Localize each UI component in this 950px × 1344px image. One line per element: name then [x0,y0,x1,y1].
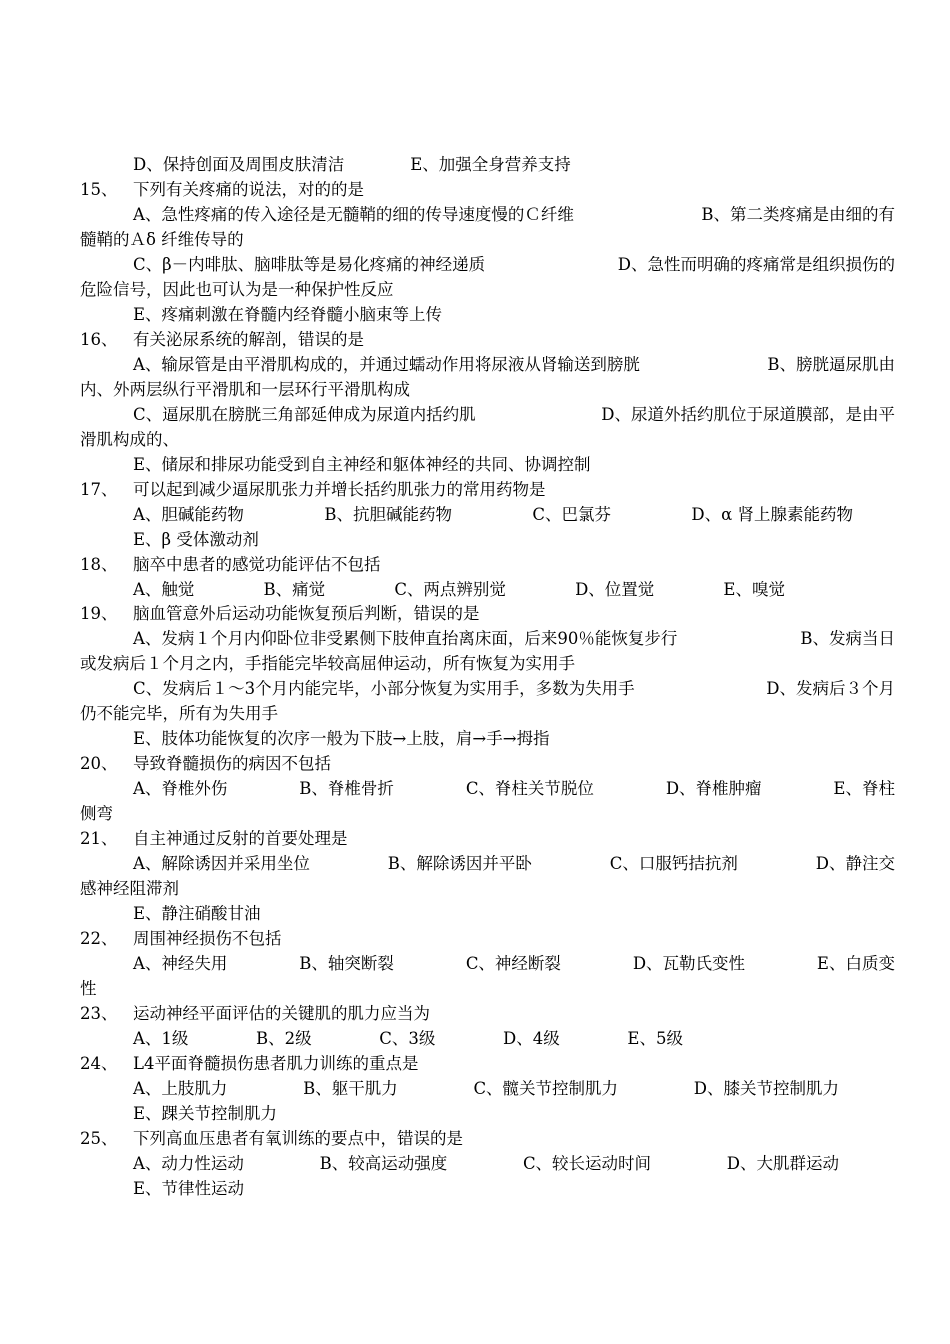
question-18 [80,553,895,577]
question-stem: 运动神经平面评估的关键肌的肌力应当为 [133,1004,430,1023]
question-number: 22、 [80,929,118,948]
question-23 [80,1002,895,1026]
q25-option-e: E、节律性运动 [133,1179,245,1198]
option-c: C、神经断裂 [465,954,561,973]
q15-option-e: E、疼痛刺激在脊髓内经脊髓小脑束等上传 [133,305,443,324]
option-d: D、静注交 [815,854,895,873]
q19-option-b-wrap: 或发病后１个月之内，手指能完毕较高屈伸运动，所有恢复为实用手 [80,654,575,673]
q19-option-d-wrap: 仍不能完毕，所有为失用手 [80,704,278,723]
q15-row-ab [133,203,895,227]
q16-row-cd [133,403,895,427]
question-stem: 导致脊髓损伤的病因不包括 [133,754,331,773]
q25-options-row [133,1152,839,1176]
option-d: D、瓦勒氏变性 [632,954,746,973]
q14-option-row [133,153,895,177]
option-e: E、嗅觉 [723,580,785,599]
q18-options-row [133,578,785,602]
question-number: 16、 [80,330,118,349]
q15-option-d-wrap: 危险信号，因此也可认为是一种保护性反应 [80,280,394,299]
option-b: B、抗胆碱能药物 [324,505,452,524]
option-a: A、动力性运动 [133,1154,244,1173]
question-24 [80,1052,895,1076]
q20-option-e-wrap: 侧弯 [80,804,113,823]
option-d: D、4级 [503,1029,560,1048]
q19-row-ab [133,627,895,651]
option-c: C、巴氯芬 [532,505,611,524]
question-25 [80,1127,895,1151]
q16-option-e: E、储尿和排尿功能受到自主神经和躯体神经的共同、协调控制 [133,455,591,474]
option-b: B、轴突断裂 [299,954,394,973]
option-c: C、口服钙拮抗剂 [609,854,738,873]
question-20 [80,752,895,776]
option-c: C、发病后１～3个月内能完毕，小部分恢复为实用手，多数为失用手 [133,679,635,698]
q16-option-d-wrap: 滑肌构成的、 [80,430,179,449]
question-19 [80,602,895,626]
q21-option-d-wrap: 感神经阻滞剂 [80,879,179,898]
q19-row-cd [133,677,895,701]
option-a: A、上肢肌力 [133,1079,228,1098]
question-stem: 下列有关疼痛的说法，对的的是 [133,180,364,199]
option-b: B、躯干肌力 [303,1079,398,1098]
q23-options-row [133,1027,683,1051]
option-b: B、较高运动强度 [319,1154,448,1173]
option-a: A、1级 [133,1029,189,1048]
option-d: D、急性而明确的疼痛常是组织损伤的 [617,255,895,274]
question-stem: 自主神通过反射的首要处理是 [133,829,348,848]
option-a: A、急性疼痛的传入途径是无髓鞘的细的传导速度慢的Ｃ纤维 [133,205,574,224]
q15-row-cd [133,253,895,277]
q17-option-e: E、β 受体激动剂 [133,530,259,549]
option-a: A、输尿管是由平滑肌构成的，并通过蠕动作用将尿液从肾输送到膀胱 [133,355,640,374]
option-b: B、2级 [256,1029,312,1048]
option-a: A、发病１个月内仰卧位非受累侧下肢伸直抬离床面，后来90％能恢复步行 [133,629,678,648]
question-number: 18、 [80,555,118,574]
option-d: D、膝关节控制肌力 [693,1079,839,1098]
question-16 [80,328,895,352]
option-d: D、大肌群运动 [726,1154,839,1173]
question-stem: 脑血管意外后运动功能恢复预后判断，错误的是 [133,604,480,623]
option-e: E、脊柱 [833,779,895,798]
option-e: E、加强全身营养支持 [410,155,571,174]
option-c: C、3级 [379,1029,436,1048]
question-stem: 有关泌尿系统的解剖，错误的是 [133,330,364,349]
option-a: A、触觉 [133,580,195,599]
option-d: D、保持创面及周围皮肤清洁 [133,155,345,174]
question-stem: L4平面脊髓损伤患者肌力训练的重点是 [133,1054,419,1073]
question-stem: 周围神经损伤不包括 [133,929,282,948]
q24-options-row [133,1077,839,1101]
q16-option-b-wrap: 内、外两层纵行平滑肌和一层环行平滑肌构成 [80,380,410,399]
option-b: B、膀胱逼尿肌由 [767,355,895,374]
option-d: D、α 肾上腺素能药物 [691,505,853,524]
question-stem: 可以起到减少逼尿肌张力并增长括约肌张力的常用药物是 [133,480,546,499]
question-number: 19、 [80,604,118,623]
option-c: C、较长运动时间 [522,1154,652,1173]
option-b: B、发病当日 [800,629,895,648]
q20-options-row [133,777,895,801]
q19-option-e: E、肢体功能恢复的次序一般为下肢→上肢，肩→手→拇指 [133,729,550,748]
option-a: A、神经失用 [133,954,228,973]
option-b: B、脊椎骨折 [299,779,394,798]
option-c: C、脊柱关节脱位 [465,779,594,798]
q22-option-e-wrap: 性 [80,979,97,998]
option-e: E、白质变 [816,954,895,973]
question-number: 23、 [80,1004,118,1023]
q15-option-b-wrap: 髓鞘的Ａδ 纤维传导的 [80,230,244,249]
option-a: A、脊椎外伤 [133,779,228,798]
option-b: B、痛觉 [263,580,326,599]
option-a: A、解除诱因并采用坐位 [133,854,310,873]
option-d: D、尿道外括约肌位于尿道膜部，是由平 [601,405,895,424]
question-number: 24、 [80,1054,118,1073]
option-a: A、胆碱能药物 [133,505,244,524]
option-d: D、发病后３个月 [766,679,895,698]
question-number: 25、 [80,1129,118,1148]
option-c: C、β－内啡肽、脑啡肽等是易化疼痛的神经递质 [133,255,486,274]
option-d: D、位置觉 [575,580,655,599]
q21-options-row [133,852,895,876]
q22-options-row [133,952,895,976]
q21-option-e: E、静注硝酸甘油 [133,904,261,923]
question-21 [80,827,895,851]
q17-options-row [133,503,853,527]
option-e: E、5级 [627,1029,683,1048]
option-b: B、解除诱因并平卧 [387,854,532,873]
option-b: B、第二类疼痛是由细的有 [701,205,895,224]
option-c: C、逼尿肌在膀胱三角部延伸成为尿道内括约肌 [133,405,476,424]
question-22 [80,927,895,951]
question-number: 21、 [80,829,118,848]
question-number: 15、 [80,180,118,199]
question-stem: 脑卒中患者的感觉功能评估不包括 [133,555,381,574]
q24-option-e: E、踝关节控制肌力 [133,1104,278,1123]
question-15 [80,178,895,202]
option-c: C、髋关节控制肌力 [473,1079,619,1098]
question-number: 17、 [80,480,118,499]
question-stem: 下列高血压患者有氧训练的要点中，错误的是 [133,1129,463,1148]
question-17 [80,478,895,502]
option-d: D、脊椎肿瘤 [665,779,762,798]
option-c: C、两点辨别觉 [394,580,506,599]
q16-row-ab [133,353,895,377]
question-number: 20、 [80,754,118,773]
